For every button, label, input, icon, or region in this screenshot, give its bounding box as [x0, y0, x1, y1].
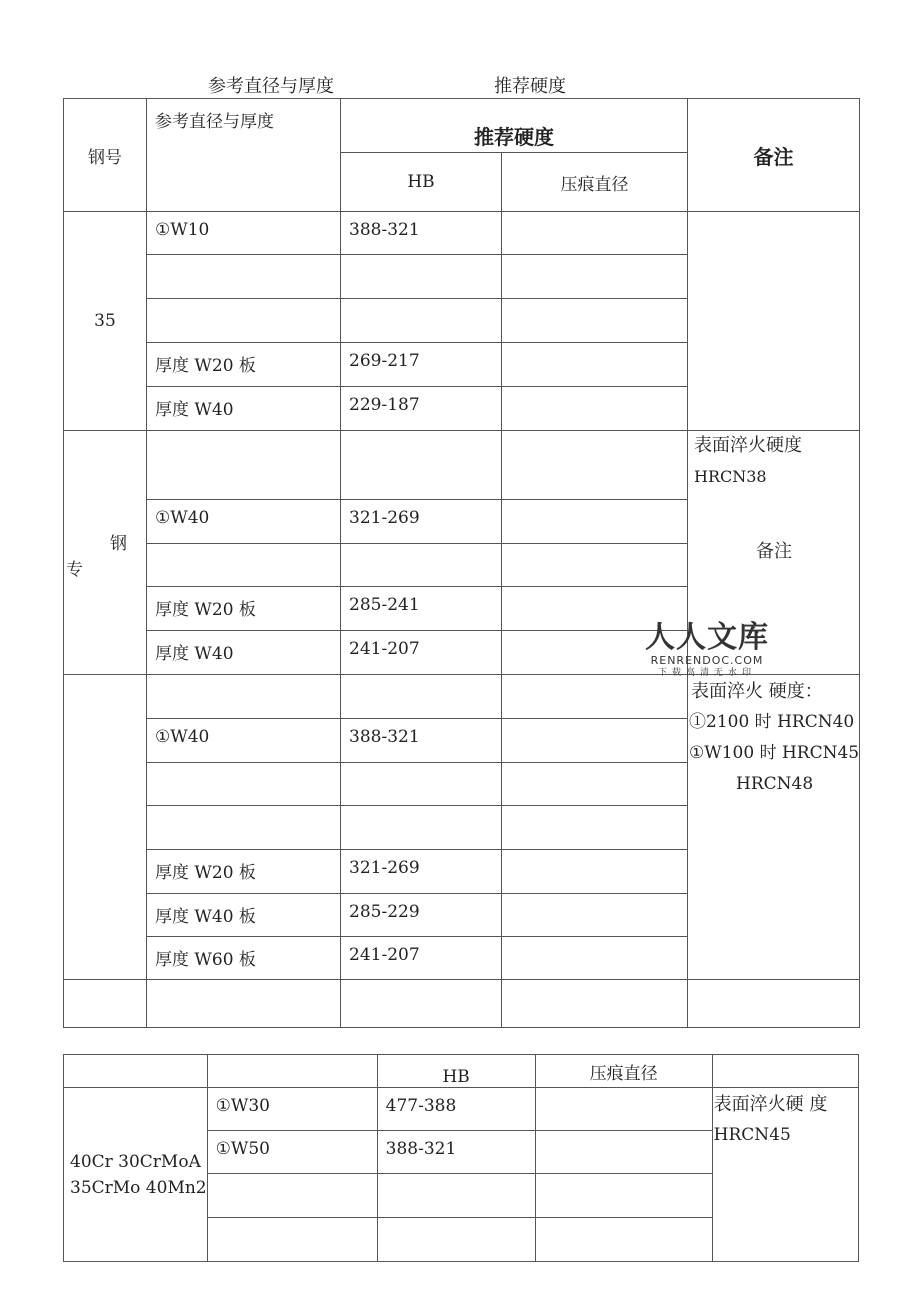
- header-steel: 钢号: [64, 99, 147, 212]
- steel-cell: 35: [64, 212, 147, 431]
- hb-cell: 229-187: [341, 387, 502, 431]
- size-cell: ①W30: [207, 1088, 377, 1131]
- indent-cell: [502, 255, 688, 299]
- indent-cell: [502, 850, 688, 894]
- hb-cell: 477-388: [377, 1088, 535, 1131]
- hb-cell: [341, 431, 502, 500]
- indent-cell: [535, 1131, 712, 1174]
- table-row: [64, 980, 860, 1028]
- header-hb: HB: [341, 153, 502, 212]
- remark-cell: [688, 212, 860, 431]
- hb-cell: [341, 675, 502, 719]
- size-cell: [147, 255, 341, 299]
- indent-cell: [502, 806, 688, 850]
- hb-cell: [341, 299, 502, 343]
- indent-cell: [535, 1218, 712, 1262]
- hb-cell: 388-321: [341, 212, 502, 255]
- indent-cell: [502, 675, 688, 719]
- size-cell: 厚度 W40: [147, 387, 341, 431]
- size-cell: 厚度 W40 板: [147, 894, 341, 937]
- header-size: 参考直径与厚度: [147, 99, 341, 212]
- indent-cell: [502, 431, 688, 500]
- hb-cell: 285-241: [341, 587, 502, 631]
- caption-size: 参考直径与厚度: [208, 76, 334, 97]
- alloy-hardness-table: [63, 1054, 859, 1262]
- indent-cell: [502, 719, 688, 763]
- remark-cell: 表面淬火硬 度 HRCN45: [712, 1088, 858, 1262]
- empty-cell: [64, 980, 147, 1028]
- indent-cell: [535, 1088, 712, 1131]
- size-cell: [147, 763, 341, 806]
- hb-cell: 321-269: [341, 850, 502, 894]
- hb-cell: [377, 1218, 535, 1262]
- size-cell: [207, 1174, 377, 1218]
- remark-cell: 表面淬火硬度 HRCN38 备注: [688, 431, 860, 675]
- hb-cell: [377, 1174, 535, 1218]
- size-cell: [147, 299, 341, 343]
- hb-cell: [341, 806, 502, 850]
- size-cell: ①W40: [147, 500, 341, 544]
- empty-cell: [147, 980, 341, 1028]
- table-row: [64, 1088, 859, 1131]
- size-cell: [207, 1218, 377, 1262]
- indent-cell: [502, 544, 688, 587]
- remark-cell: 表面淬火 硬度： ①2100 时 HRCN40 ①W100 时 HRCN45 HRCN48: [688, 675, 860, 980]
- size-cell: 厚度 W20 板: [147, 850, 341, 894]
- header-empty: [712, 1055, 858, 1088]
- header-indent: 压痕直径: [502, 153, 688, 212]
- hb-cell: 241-207: [341, 937, 502, 980]
- indent-cell: [502, 343, 688, 387]
- caption-hardness: 推荐硬度: [494, 76, 566, 97]
- steel-cell: [64, 675, 147, 980]
- hb-cell: 388-321: [341, 719, 502, 763]
- indent-cell: [502, 500, 688, 544]
- size-cell: [147, 806, 341, 850]
- size-cell: ①W10: [147, 212, 341, 255]
- header-indent: 压痕直径: [535, 1055, 712, 1088]
- empty-cell: [688, 980, 860, 1028]
- header-hardness: 推荐硬度: [341, 99, 688, 153]
- empty-cell: [341, 980, 502, 1028]
- size-cell: [147, 431, 341, 500]
- header-empty: [64, 1055, 208, 1088]
- size-cell: ①W40: [147, 719, 341, 763]
- hb-cell: 388-321: [377, 1131, 535, 1174]
- hb-cell: [341, 255, 502, 299]
- steel-cell: 钢 专: [64, 431, 147, 675]
- empty-cell: [502, 980, 688, 1028]
- indent-cell: [502, 763, 688, 806]
- steel-cell: 40Cr 30CrMoA 35CrMo 40Mn2: [64, 1088, 208, 1262]
- hb-cell: [341, 544, 502, 587]
- indent-cell: [502, 387, 688, 431]
- indent-cell: [502, 212, 688, 255]
- indent-cell: [535, 1174, 712, 1218]
- size-cell: [147, 544, 341, 587]
- header-remark: 备注: [688, 99, 860, 212]
- size-cell: [147, 675, 341, 719]
- indent-cell: [502, 894, 688, 937]
- hb-cell: 285-229: [341, 894, 502, 937]
- hb-cell: [341, 763, 502, 806]
- header-hb: HB: [377, 1055, 535, 1088]
- table-row: [64, 431, 860, 500]
- size-cell: 厚度 W20 板: [147, 587, 341, 631]
- size-cell: 厚度 W20 板: [147, 343, 341, 387]
- watermark-logo: 人人文库 RENRENDOC.COM 下载高清无水印: [645, 620, 769, 678]
- size-cell: 厚度 W60 板: [147, 937, 341, 980]
- size-cell: ①W50: [207, 1131, 377, 1174]
- indent-cell: [502, 937, 688, 980]
- indent-cell: [502, 299, 688, 343]
- size-cell: 厚度 W40: [147, 631, 341, 675]
- header-empty: [207, 1055, 377, 1088]
- hb-cell: 269-217: [341, 343, 502, 387]
- table-row: [64, 212, 860, 255]
- hb-cell: 321-269: [341, 500, 502, 544]
- hardness-table: [63, 98, 860, 1028]
- table-row: [64, 675, 860, 719]
- hb-cell: 241-207: [341, 631, 502, 675]
